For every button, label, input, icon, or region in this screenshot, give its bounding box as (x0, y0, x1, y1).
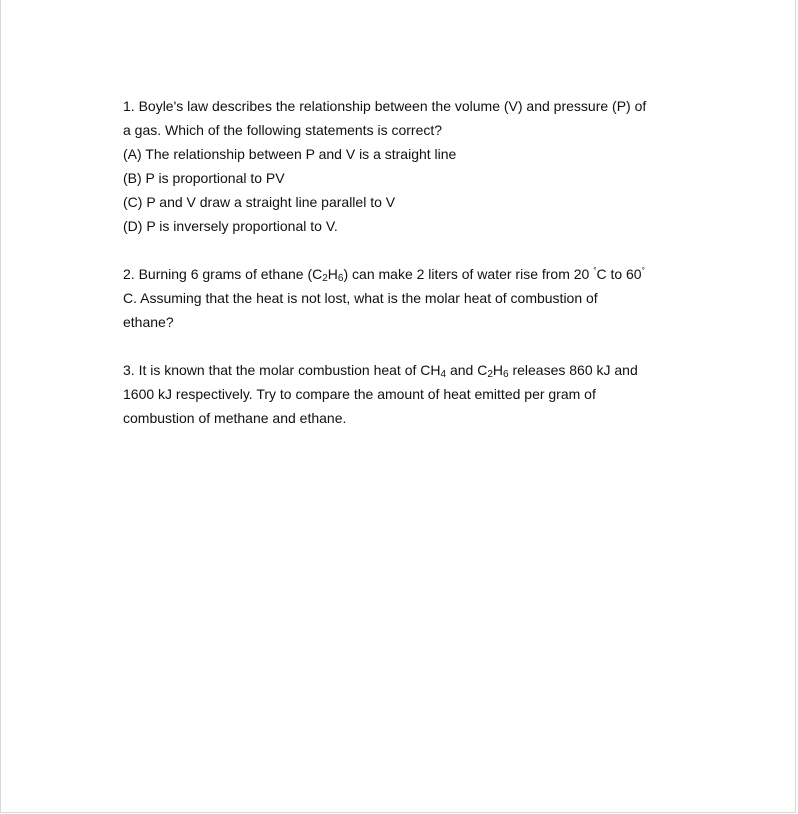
question-2-line-1: 2. Burning 6 grams of ethane $(C_2H_6)$ can make 2 liters of water rise from 20 °C to 60° (123, 266, 645, 284)
degree-symbol: ° (593, 266, 597, 275)
question-1-option-d: (D) P is inversely proportional to V. (123, 218, 338, 234)
subscript: 6 (503, 369, 509, 380)
subscript: 4 (440, 369, 447, 380)
question-1-option-b: (B) P is proportional to PV (123, 170, 285, 186)
document-content (123, 94, 683, 430)
question-spacer (123, 334, 683, 358)
question-3-line-3: combustion of methane and ethane. (123, 410, 347, 426)
question-1 (123, 94, 683, 238)
question-2 (123, 262, 683, 334)
question-3-line-1: 3. It is known that the molar combustion heat of $CH_4$ and $C_2H_6$ releases 860 kJ and (123, 362, 638, 380)
question-1-option-c: (C) P and V draw a straight line parallel to V (123, 194, 396, 210)
question-3 (123, 358, 683, 430)
question-1-stem-line-2: a gas. Which of the following statements is correct? (123, 122, 443, 138)
question-1-stem-line-1: 1. Boyle's law describes the relationship between the volume (V) and pressure (P) of (123, 98, 647, 114)
degree-symbol: ° (641, 266, 645, 275)
question-2-line-2: C. Assuming that the heat is not lost, what is the molar heat of combustion of (123, 290, 598, 306)
subscript: 2 (487, 369, 493, 380)
question-2-line-3: ethane? (123, 314, 174, 330)
question-1-option-a: (A) The relationship between P and V is a straight line (123, 146, 457, 162)
subscript: 6 (337, 273, 344, 284)
question-3-line-2: 1600 kJ respectively. Try to compare the amount of heat emitted per gram of (123, 386, 596, 402)
subscript: 2 (322, 273, 328, 284)
question-spacer (123, 238, 683, 262)
